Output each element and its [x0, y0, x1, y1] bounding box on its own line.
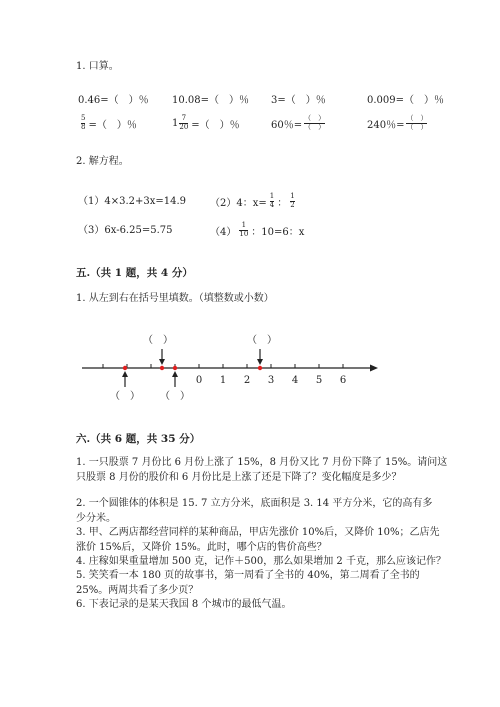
problem-4: 4. 庄稼如果重量增加 500 克，记作＋500，那么如果增加 2 千克，那么应该记作？ [76, 556, 446, 567]
point-marker [160, 366, 164, 370]
equation-tail: ：10=6：x [251, 226, 305, 238]
calc-tail: =（ ）％ [88, 119, 137, 131]
numerator: 5 [81, 114, 86, 122]
equation-3: （3）6x-6.25=5.75 [78, 225, 173, 236]
problem-3-line-1: 3. 甲、乙两店都经营同样的某种商品，甲店先涨价 10%后，又降价 10%；乙店先 [76, 527, 440, 538]
tick-label-2: 2 [243, 375, 251, 386]
calc-tail: =（ ）％ [191, 119, 240, 131]
denominator: （ ） [304, 123, 326, 131]
denominator: 20 [179, 123, 189, 131]
up-arrow-head [122, 371, 128, 377]
point-marker [258, 366, 262, 370]
tick-label-6: 6 [339, 375, 347, 386]
axis-arrowhead [370, 365, 378, 372]
q1-title: 1. 口算。 [76, 61, 119, 72]
calc-lead: 240％= [367, 119, 405, 131]
denominator: 8 [81, 123, 86, 131]
tick-label-4: 4 [291, 375, 299, 386]
fraction [270, 193, 274, 209]
problem-5-line-2: 25%。两周共看了多少页？ [76, 585, 199, 596]
q2-title: 2. 解方程。 [76, 156, 129, 167]
equation-4 [210, 222, 304, 238]
section-6-header: 六.（共 6 题，共 35 分） [76, 433, 201, 445]
problem-6: 6. 下表记录的是某天我国 8 个城市的最低气温。 [76, 599, 292, 610]
answer-bracket-bottom: （ ） [160, 391, 190, 402]
problem-5-line-1: 5. 笑笑看一本 180 页的故事书，第一周看了全书的 40%，第二周看了全书的 [76, 570, 420, 581]
calc-mixed-number [172, 115, 240, 131]
numerator: 7 [181, 114, 187, 122]
fraction [81, 115, 85, 131]
ratio-sign: ： [277, 197, 288, 209]
tick-label-1: 1 [219, 375, 227, 386]
fraction [239, 222, 248, 238]
down-arrow-head [257, 359, 263, 365]
whole-part: 1 [172, 117, 179, 129]
answer-bracket-top: （ ） [247, 335, 277, 346]
calc-10-08: 10.08=（ ）％ [172, 95, 250, 106]
calc-0-009: 0.009=（ ）％ [367, 95, 445, 106]
up-arrow-head [172, 371, 178, 377]
tick-label-5: 5 [315, 375, 323, 386]
tick-marks [103, 364, 343, 368]
fraction [304, 115, 325, 131]
down-arrow-head [159, 359, 165, 365]
numerator: （ ） [406, 114, 428, 122]
problem-2-line-1: 2. 一个圆锥体的体积是 15. 7 立方分米，底面积是 3. 14 平方分米，它的高有多 [76, 498, 433, 509]
equation-lead: （2）4：x= [210, 197, 267, 209]
section-5-header: 五.（共 1 题，共 4 分） [76, 267, 193, 279]
calc-60-percent [271, 115, 328, 131]
equation-lead: （4） [210, 226, 237, 238]
calc-five-eighths [78, 115, 137, 131]
number-line-question: 1. 从左到右在括号里填数。（填整数或小数） [76, 293, 274, 304]
problem-1-line-2: 只股票 8 月份的股价和 6 月份比是上涨了还是下降了？变化幅度是多少？ [76, 472, 402, 483]
fraction [290, 193, 294, 209]
fraction [406, 115, 427, 131]
answer-bracket-top: （ ） [143, 335, 173, 346]
equation-1: （1）4×3.2+3x=14.9 [78, 196, 187, 207]
numerator: （ ） [304, 114, 326, 122]
answer-bracket-bottom: （ ） [110, 391, 140, 402]
numerator: 1 [241, 221, 247, 229]
denominator: 2 [290, 201, 295, 209]
calc-0-46: 0.46=（ ）％ [78, 95, 149, 106]
fraction [179, 115, 188, 131]
denominator: 10 [239, 230, 249, 238]
problem-3-line-2: 涨价 15%后，又降价 15%。此时，哪个店的售价高些？ [76, 542, 327, 553]
calc-240-percent [367, 115, 430, 131]
equation-2 [210, 193, 298, 209]
point-marker [173, 366, 177, 370]
denominator: （ ） [406, 123, 428, 131]
numerator: 1 [290, 192, 295, 200]
problem-2-line-2: 少分米。 [76, 513, 116, 524]
numerator: 1 [269, 192, 275, 200]
calc-lead: 60％= [271, 119, 303, 131]
number-line-figure [0, 325, 500, 435]
tick-label-0: 0 [195, 375, 203, 386]
tick-label-3: 3 [267, 375, 275, 386]
denominator: 4 [269, 201, 275, 209]
point-marker [123, 366, 127, 370]
problem-1-line-1: 1. 一只股票 7 月份比 6 月份上涨了 15%，8 月份又比 7 月份下降了 15%。请问这 [76, 457, 448, 468]
calc-3: 3=（ ）％ [271, 95, 326, 106]
